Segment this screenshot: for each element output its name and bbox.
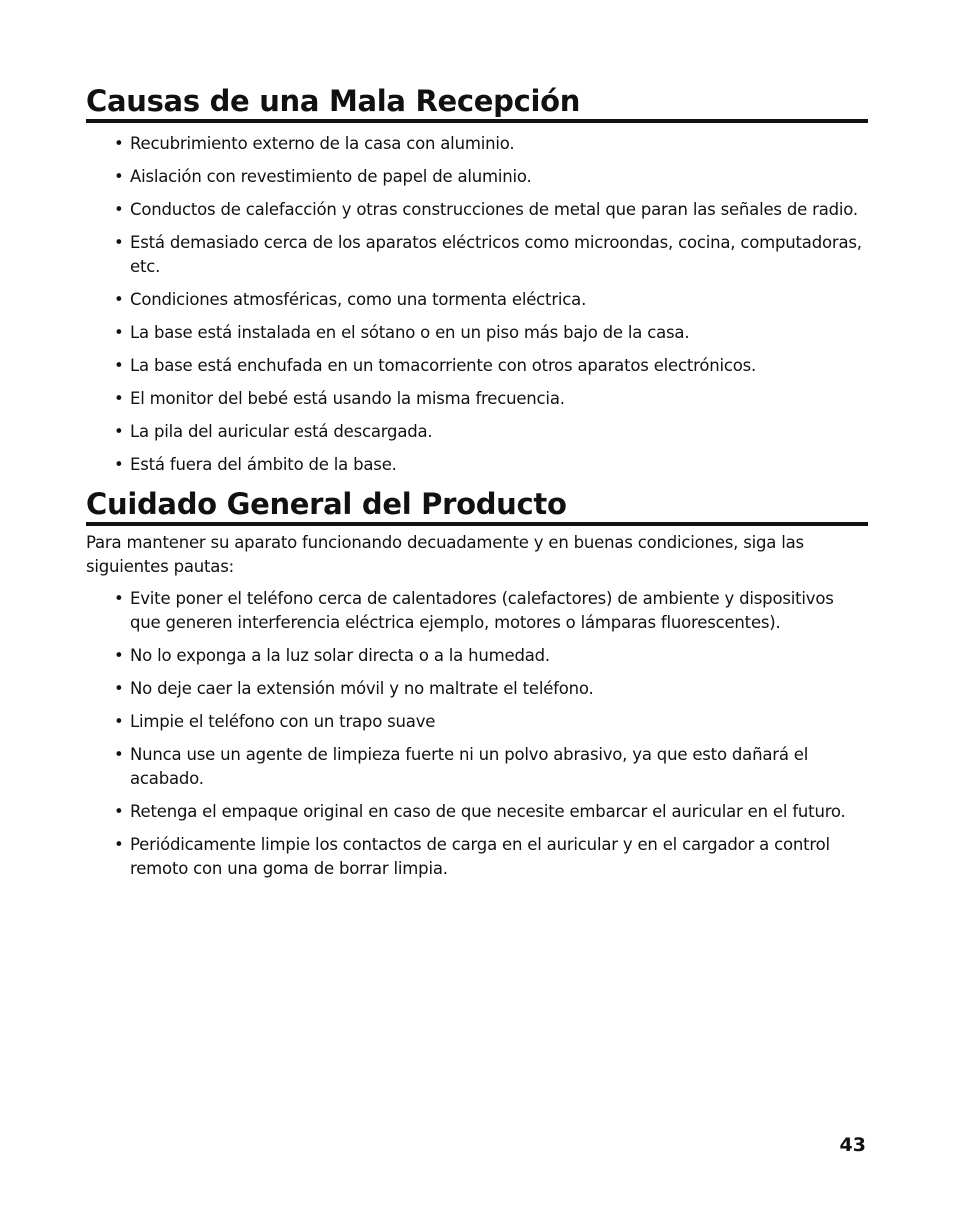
list-item: • Retenga el empaque original en caso de que necesite embarcar el auricular en el futuro. <box>86 800 868 824</box>
product-care-intro: Para mantener su aparato funcionando decuadamente y en buenas condiciones, siga las siguientes pautas: <box>86 533 804 576</box>
list-item: • La base está enchufada en un tomacorriente con otros aparatos electrónicos. <box>86 354 868 378</box>
section-product-care <box>86 487 868 881</box>
list-item: • Condiciones atmosféricas, como una tormenta eléctrica. <box>86 288 868 312</box>
list-item: • Recubrimiento externo de la casa con aluminio. <box>86 132 868 156</box>
section-title-product-care: Cuidado General del Producto <box>86 487 868 526</box>
document-page <box>86 84 868 890</box>
bullet-icon: • <box>114 356 124 375</box>
bullet-icon: • <box>114 134 124 153</box>
bullet-icon: • <box>114 323 124 342</box>
section-title-bad-reception: Causas de una Mala Recepción <box>86 84 868 123</box>
product-care-list <box>86 587 868 881</box>
list-item: • El monitor del bebé está usando la misma frecuencia. <box>86 387 868 411</box>
list-item: • Periódicamente limpie los contactos de carga en el auricular y en el cargador a control remoto con una goma de borrar limpia. <box>114 835 830 878</box>
bullet-icon: • <box>114 679 124 698</box>
list-item: • Está fuera del ámbito de la base. <box>86 453 868 477</box>
bullet-icon: • <box>114 835 124 854</box>
bullet-icon: • <box>114 646 124 665</box>
bad-reception-list <box>86 132 868 477</box>
list-item: • No deje caer la extensión móvil y no maltrate el teléfono. <box>86 677 868 701</box>
list-item: • Limpie el teléfono con un trapo suave <box>86 710 868 734</box>
list-item: • Está demasiado cerca de los aparatos eléctricos como microondas, cocina, computadoras, etc. <box>114 233 862 276</box>
bullet-icon: • <box>114 389 124 408</box>
bullet-icon: • <box>114 802 124 821</box>
bullet-icon: • <box>114 589 124 608</box>
bullet-icon: • <box>114 167 124 186</box>
bullet-icon: • <box>114 233 124 252</box>
list-item: • Aislación con revestimiento de papel de aluminio. <box>86 165 868 189</box>
list-item: • No lo exponga a la luz solar directa o a la humedad. <box>86 644 868 668</box>
page-number: 43 <box>839 1134 866 1156</box>
list-item: • Nunca use un agente de limpieza fuerte ni un polvo abrasivo, ya que esto dañará el acabado. <box>114 745 809 788</box>
section-bad-reception <box>86 84 868 477</box>
list-item: • Conductos de calefacción y otras construcciones de metal que paran las señales de radio. <box>86 198 868 222</box>
bullet-icon: • <box>114 200 124 219</box>
list-item: • La base está instalada en el sótano o en un piso más bajo de la casa. <box>86 321 868 345</box>
bullet-icon: • <box>114 712 124 731</box>
bullet-icon: • <box>114 422 124 441</box>
list-item: • La pila del auricular está descargada. <box>86 420 868 444</box>
bullet-icon: • <box>114 745 124 764</box>
list-item: • Evite poner el teléfono cerca de calentadores (calefactores) de ambiente y dispositivos que generen interferencia eléctrica ejemplo, motores o lámparas fluorescentes). <box>114 589 834 632</box>
bullet-icon: • <box>114 290 124 309</box>
bullet-icon: • <box>114 455 124 474</box>
